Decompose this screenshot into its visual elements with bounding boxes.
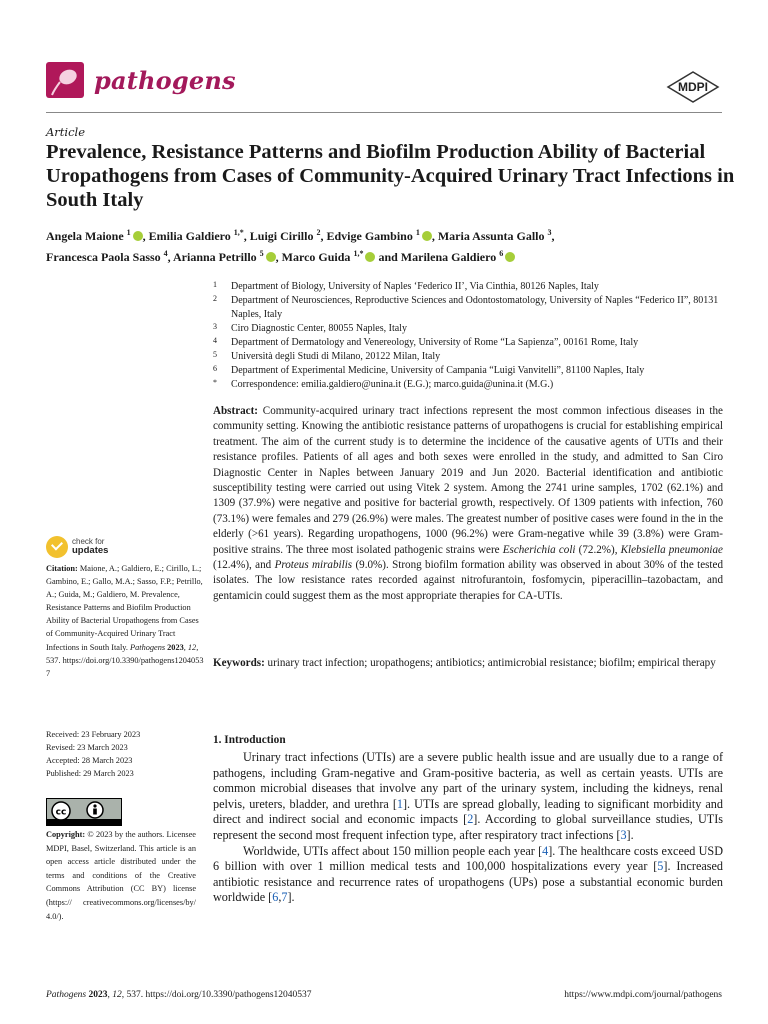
publication-dates [46, 728, 204, 780]
publication-date: Accepted: 28 March 2023 [46, 756, 133, 766]
article-type: Article [46, 125, 86, 139]
affiliation-text: Department of Experimental Medicine, University of Campania “Luigi Vanvitelli”, 81100 Naples, Italy [231, 365, 645, 376]
journal-logo-icon [46, 62, 84, 98]
affiliation-item [213, 280, 723, 294]
copyright-notice [46, 828, 196, 923]
introduction-body [213, 750, 723, 906]
author-affiliation-marker: 1,* [353, 249, 364, 258]
copyright-text: © 2023 by the authors. Licensee MDPI, Basel, Switzerland. This article is an open access article distributed under the terms and conditions of the Creative Commons Attribution (CC BY) license (https:// creativecommons.org/licenses/by/ 4.0/). [46, 830, 196, 921]
affiliation-text: Department of Biology, University of Naples ‘Federico II’, Via Cinthia, 80126 Naples, Italy [231, 281, 599, 292]
publisher-name: MDPI [678, 80, 708, 94]
mdpi-logo-icon [664, 70, 722, 104]
citation-volume: 12 [187, 642, 197, 652]
affiliation-number: 6 [213, 364, 217, 373]
author-affiliation-marker: 5 [259, 249, 264, 258]
copyright-label: Copyright: [46, 830, 86, 839]
author-affiliation-marker: 2 [316, 228, 321, 237]
author-name: Marilena Galdiero [400, 250, 500, 264]
affiliation-text: Ciro Diagnostic Center, 80055 Naples, Italy [231, 323, 407, 334]
author-affiliation-marker: 6 [499, 249, 504, 258]
header-divider [46, 112, 722, 113]
author-name: Marco Guida [281, 250, 354, 264]
orcid-icon[interactable] [133, 231, 143, 241]
citation-label: Citation: [46, 564, 78, 573]
section-heading: 1. Introduction [213, 734, 286, 746]
citation-text: Maione, A.; Galdiero, E.; Cirillo, L.; Gambino, E.; Gallo, M.A.; Sasso, F.P.; Petrillo, A.; Guida, M.; Galdiero, M. Prevalence, Resistance Patterns and Biofilm Production Ability of Bacterial Uropathogens from Cases of Community-Acquired Urinary Tract Infections in South Italy. [46, 564, 203, 652]
orcid-icon[interactable] [266, 252, 276, 262]
abstract-text: (72.2%), [575, 543, 621, 556]
author-affiliation-marker: 3 [547, 228, 552, 237]
reference-link[interactable]: 7 [281, 890, 288, 905]
paragraph: Worldwide, UTIs affect about 150 million people each year [4]. The healthcare costs exceed USD 6 billion with over 1 million medical tests and 100,000 hospitalizations every year [5]. Increased antibiotic resistance and recurrence rates of uropathogens (UPs) pose a substantial economic burden worldwide [6,7]. [213, 843, 724, 905]
citation-pages: , 537. [46, 642, 199, 665]
cc-by-license-icon[interactable] [46, 798, 122, 826]
abstract-species: Klebsiella pneumoniae [620, 543, 723, 556]
affiliation-item [213, 378, 723, 392]
author-affiliation-marker: 4 [163, 249, 168, 258]
publication-date: Revised: 23 March 2023 [46, 743, 128, 753]
citation-doi-link[interactable]: https://doi.org/10.3390/pathogens12040537 [46, 655, 204, 678]
keywords [213, 656, 723, 671]
affiliation-number: 4 [213, 336, 217, 345]
abstract-text: Community-acquired urinary tract infections represent the most common infectious diseases in the community setting. Knowing the antibiotic resistance patterns of uropathogens is crucial for establishing empirical treatment. The aim of the current study is to determine the incidence of the causative agents of UTIs and their resistance profiles. Patients of all ages and both sexes were enrolled in the study, and admitted to San Ciro Diagnostic Center in Naples between January 2019 and Jun 2020. Bacterial identification and antibiotic susceptibility testing were carried out using Vitek 2 system. Among the 2741 urine samples, 1702 (62.1%) and 1309 (37.9%) were negative and positive for bacterial growth, respectively. Of 1309 patients with infection, 760 (73.1%) were females and 279 (26.9%) were males. The greatest number of positive cases were found in the in the elderly (>61 years). Regarding uropathogens, 1000 (96.2%) were Gram-negative while 39 (3.8%) were Gram-positive strains. The three most isolated pathogenic strains were [213, 405, 723, 556]
author-name: Luigi Cirillo [249, 229, 317, 243]
affiliation-text: Department of Neurosciences, Reproductive Sciences and Odontostomatology, University of Naples “Federico II”, 80131 Naples, Italy [231, 295, 719, 320]
footer-citation: Pathogens 2023, 12, 537. https://doi.org/10.3390/pathogens12040537 [46, 990, 312, 1000]
affiliation-text: Università degli Studi di Milano, 20122 Milan, Italy [231, 351, 441, 362]
author-affiliation-marker: 1 [126, 228, 131, 237]
orcid-icon[interactable] [505, 252, 515, 262]
affiliation-text: Department of Dermatology and Venereology, University of Rome “La Sapienza”, 00161 Rome, Italy [231, 337, 639, 348]
author-line-2: Francesca Paola Sasso $^4$, Arianna Petrillo $^5$ , Marco Guida $^{1,*}$ and Marilena Galdiero $^6$ [46, 245, 726, 266]
affiliation-item [213, 322, 723, 336]
citation-journal: Pathogens [130, 642, 166, 652]
keywords-text: urinary tract infection; uropathogens; antibiotics; antimicrobial resistance; biofilm; empirical therapy [264, 657, 716, 669]
publication-date: Published: 29 March 2023 [46, 769, 134, 779]
reference-link[interactable]: 4 [542, 843, 549, 858]
publication-date: Received: 23 February 2023 [46, 730, 141, 739]
affiliation-item [213, 294, 723, 322]
citation: Citation: Maione, A.; Galdiero, E.; Cirillo, L.; Gambino, E.; Gallo, M.A.; Sasso, F.P.; Petrillo, A.; Guida, M.; Galdiero, M. Prevalence, Resistance Patterns and Biofilm Production Ability of Bacterial Uropathogens from Cases of Community-Acquired Urinary Tract Infections in South Italy. Pathogens 2023, 12, 537. https://doi.org/10.3390/pathogens12040537 [46, 564, 204, 678]
affiliation-number: 1 [213, 280, 217, 289]
citation-year: 2023 [167, 642, 184, 652]
affiliation-number: * [213, 378, 217, 387]
author-name: Angela Maione [46, 229, 127, 243]
affiliation-number: 2 [213, 294, 217, 303]
author-name: Arianna Petrillo [173, 250, 260, 264]
reference-link[interactable]: 5 [657, 859, 664, 874]
checkmark-icon [46, 536, 68, 558]
keywords-label: Keywords: [213, 657, 265, 669]
affiliations [213, 280, 723, 392]
affiliation-number: 5 [213, 350, 217, 359]
article-title: Prevalence, Resistance Patterns and Biofilm Production Ability of Bacterial Uropathogens from Cases of Community-Acquired Urinary Tract Infections in South Italy [46, 141, 735, 211]
affiliation-number: 3 [213, 322, 217, 331]
author-list [46, 224, 726, 266]
paragraph: Urinary tract infections (UTIs) are a severe public health issue and are usually due to a range of pathogens, including Gram-negative and Gram-positive bacteria, as well as certain yeasts. UTIs are common microbial diseases that involve any part of the urinary system, including the kidneys, renal pelvis, ureters, bladder, and urethra [1]. UTIs are spread globally, leading to significant morbidity and direct and indirect social and economic impacts [2]. According to global surveillance studies, UTIs represent the second most frequent infection type, after respiratory tract infections [3]. [213, 750, 723, 842]
reference-link[interactable]: 1 [396, 796, 403, 811]
abstract-species: Proteus mirabilis [274, 559, 353, 572]
reference-link[interactable]: 3 [620, 827, 627, 842]
affiliation-text: Correspondence: emilia.galdiero@unina.it (E.G.); marco.guida@unina.it (M.G.) [231, 379, 554, 390]
abstract [213, 404, 723, 604]
orcid-icon[interactable] [422, 231, 432, 241]
svg-text:cc: cc [55, 807, 67, 818]
author-affiliation-marker: 1,* [233, 228, 244, 237]
affiliation-item [213, 364, 723, 378]
check-for-updates-label: check for updates [72, 537, 109, 556]
author-affiliation-marker: 1 [415, 228, 420, 237]
author-name: Emilia Galdiero [148, 229, 234, 243]
check-for-updates-button[interactable] [46, 536, 156, 558]
author-name: Edvige Gambino [326, 229, 416, 243]
abstract-label: Abstract: [213, 405, 258, 417]
affiliation-item [213, 336, 723, 350]
reference-link[interactable]: 2 [467, 812, 474, 827]
author-line-1: Angela Maione $^1$ , Emilia Galdiero $^{1,*}$, Luigi Cirillo $^2$, Edvige Gambino $^1$ , Maria Assunta Gallo $^3$, [46, 228, 555, 243]
abstract-text: (12.4%), and [213, 559, 275, 572]
reference-link[interactable]: 6 [272, 890, 279, 905]
abstract-text: (9.0%). Strong biofilm formation ability was observed in about 30% of the tested isolates. The low resistance rates recorded against nitrofurantoin, fosfomycin, piperacillin–tazobactam, and gentamicin could suggest them as the most appropriate therapies for CA-UTIs. [213, 559, 723, 602]
journal-name: pathogens [94, 66, 236, 95]
orcid-icon[interactable] [365, 252, 375, 262]
abstract-species: Escherichia coli [502, 543, 576, 556]
footer-journal-url[interactable]: https://www.mdpi.com/journal/pathogens [564, 990, 722, 1000]
author-name: Francesca Paola Sasso [46, 250, 164, 264]
affiliation-item [213, 350, 723, 364]
author-name: Maria Assunta Gallo [437, 229, 548, 243]
